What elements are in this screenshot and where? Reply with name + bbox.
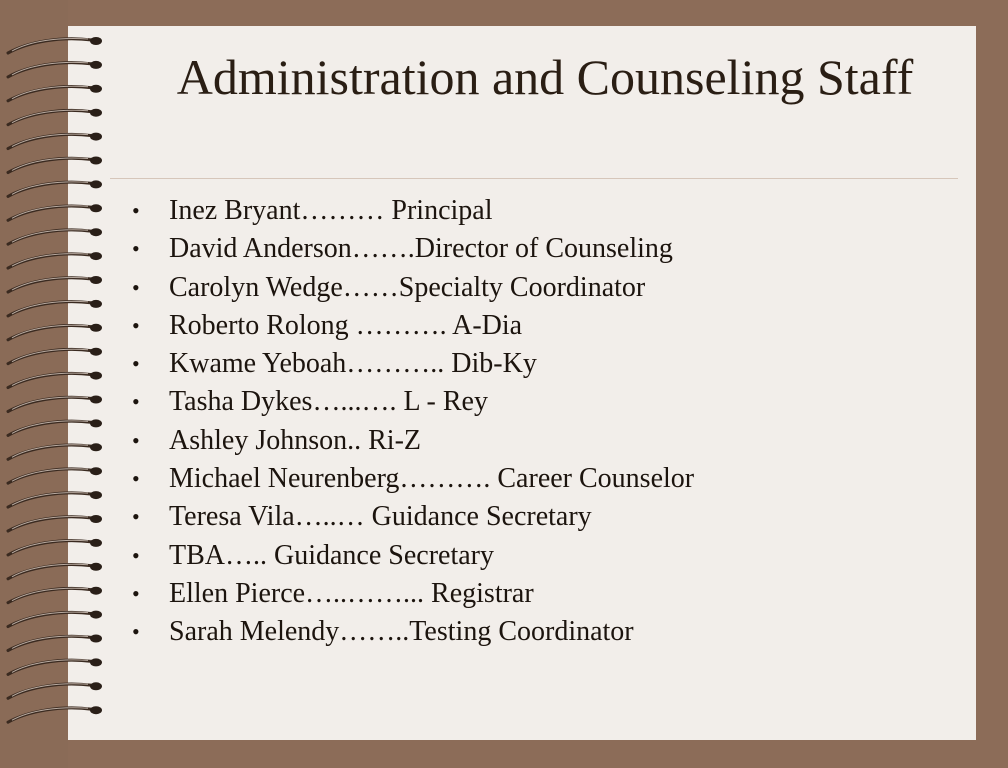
staff-list <box>126 192 694 652</box>
staff-item <box>126 460 694 498</box>
spiral-ring-icon <box>8 443 102 459</box>
staff-item <box>126 422 694 460</box>
staff-item <box>126 230 694 268</box>
bullet-icon: • <box>132 619 140 645</box>
spiral-ring-icon <box>8 228 102 244</box>
staff-entry: Inez Bryant……… Principal <box>169 195 493 226</box>
spiral-ring-icon <box>8 419 102 435</box>
staff-entry: Teresa Vila…..… Guidance Secretary <box>169 501 592 533</box>
spiral-ring-icon <box>8 563 102 579</box>
staff-item <box>126 383 694 421</box>
staff-entry: Ashley Johnson.. Ri-Z <box>169 424 421 456</box>
staff-entry: Michael Neurenberg………. Career Counselor <box>169 463 695 495</box>
spiral-ring-icon <box>8 133 102 149</box>
spiral-ring-icon <box>8 204 102 220</box>
spiral-ring-icon <box>8 611 102 627</box>
bullet-icon: • <box>132 427 140 453</box>
staff-entry: Carolyn Wedge……Specialty Coordinator <box>169 271 646 303</box>
spiral-ring-icon <box>8 682 102 698</box>
staff-entry: TBA….. Guidance Secretary <box>169 539 494 571</box>
spiral-ring-icon <box>8 85 102 101</box>
staff-item <box>126 537 694 575</box>
spiral-ring-icon <box>8 635 102 651</box>
spiral-ring-icon <box>8 300 102 316</box>
spiral-ring-icon <box>8 515 102 531</box>
spiral-ring-icon <box>8 467 102 483</box>
staff-item <box>126 345 694 383</box>
spiral-ring-icon <box>8 658 102 674</box>
spiral-ring-icon <box>8 252 102 268</box>
bullet-icon: • <box>132 198 140 223</box>
staff-entry: Ellen Pierce…..……... Registrar <box>169 577 534 609</box>
spiral-ring-icon <box>8 37 102 53</box>
spiral-ring-icon <box>8 491 102 507</box>
staff-item <box>126 192 694 230</box>
staff-item <box>126 498 694 536</box>
spiral-ring-icon <box>8 706 102 722</box>
bullet-icon: • <box>132 504 140 530</box>
spiral-ring-icon <box>8 372 102 388</box>
staff-item <box>126 269 694 307</box>
bullet-icon: • <box>132 236 140 262</box>
staff-entry: Tasha Dykes…...…. L - Rey <box>169 386 488 418</box>
bullet-icon: • <box>132 312 140 338</box>
staff-item <box>126 307 694 345</box>
staff-item <box>126 613 694 651</box>
bullet-icon: • <box>132 466 140 492</box>
bullet-icon: • <box>132 542 140 568</box>
spiral-ring-icon <box>8 157 102 173</box>
spiral-binding-icon <box>0 0 120 768</box>
spiral-ring-icon <box>8 324 102 340</box>
staff-entry: Sarah Melendy……..Testing Coordinator <box>169 616 634 648</box>
page-title: Administration and Counseling Staff <box>176 49 914 105</box>
bullet-icon: • <box>132 274 140 300</box>
spiral-ring-icon <box>8 396 102 412</box>
bullet-icon: • <box>132 580 140 606</box>
staff-item <box>126 575 694 613</box>
spiral-ring-icon <box>8 276 102 292</box>
staff-entry: Kwame Yeboah……….. Dib-Ky <box>169 348 537 380</box>
title-divider <box>110 178 958 179</box>
spiral-ring-icon <box>8 348 102 364</box>
spiral-ring-icon <box>8 61 102 77</box>
staff-entry: Roberto Rolong ………. A-Dia <box>169 309 523 341</box>
staff-entry: David Anderson…….Director of Counseling <box>169 233 673 265</box>
spiral-ring-icon <box>8 587 102 603</box>
spiral-ring-icon <box>8 539 102 555</box>
bullet-icon: • <box>132 351 140 377</box>
spiral-ring-icon <box>8 180 102 196</box>
bullet-icon: • <box>132 389 140 415</box>
spiral-ring-icon <box>8 109 102 125</box>
